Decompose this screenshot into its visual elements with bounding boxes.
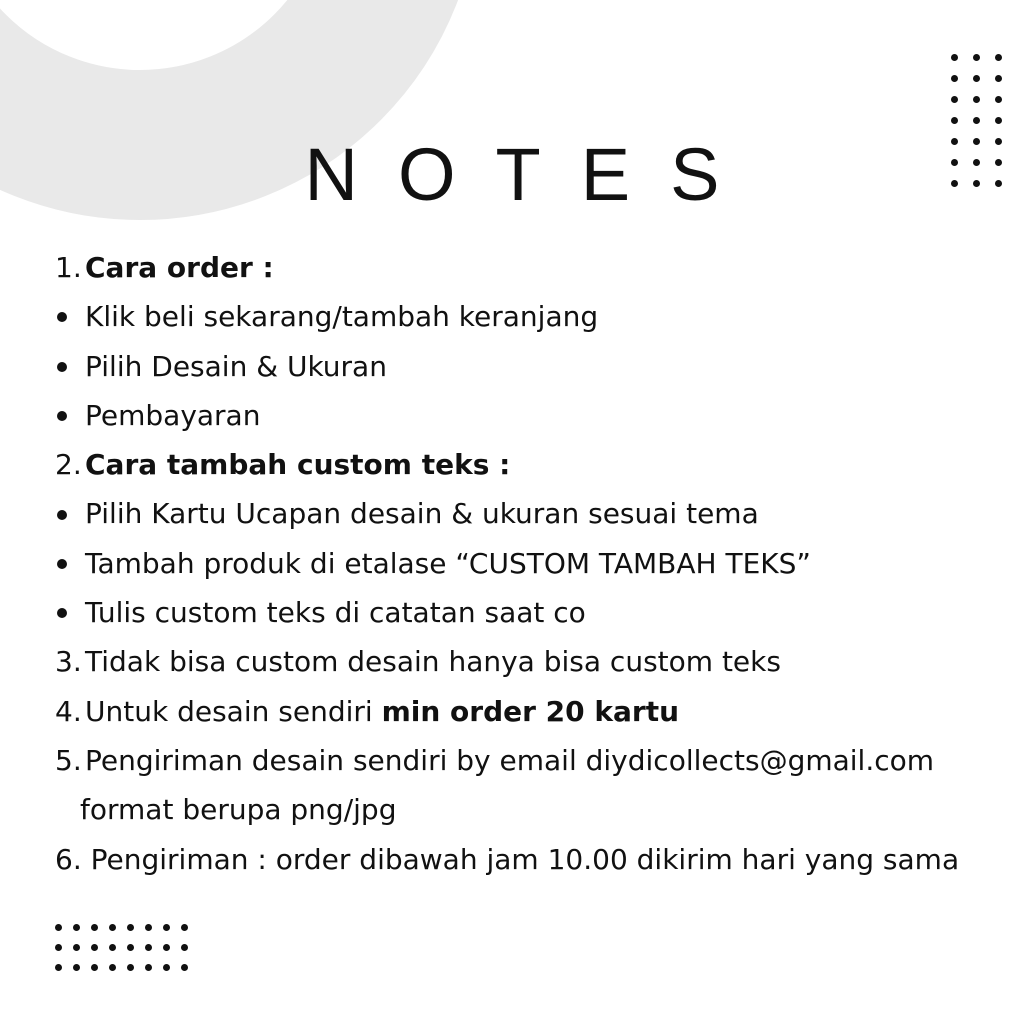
- list-number: 2.: [55, 448, 82, 482]
- bullet-icon: [55, 342, 85, 391]
- list-item-text: Pembayaran: [85, 398, 261, 432]
- list-number: 5.: [55, 743, 82, 777]
- section-heading: Cara tambah custom teks :: [85, 448, 511, 482]
- list-item: [55, 637, 1015, 686]
- list-item-text: Pilih Kartu Ucapan desain & ukuran sesuai tema: [85, 497, 759, 531]
- list-number: 3.: [55, 645, 82, 679]
- dot-pattern-bottom-left: [55, 924, 188, 971]
- list-item-text: Tambah produk di etalase “CUSTOM TAMBAH TEKS”: [85, 546, 811, 580]
- list-item: [55, 588, 1015, 637]
- list-item-text: format berupa png/jpg: [80, 793, 397, 827]
- page-title: NOTES: [304, 132, 760, 216]
- bullet-icon: [55, 391, 85, 440]
- bullet-icon: [55, 292, 85, 341]
- list-item: [55, 292, 1015, 341]
- list-item: [55, 835, 1015, 884]
- list-item-text: Pengiriman desain sendiri by email diydicollects@gmail.com: [85, 743, 935, 777]
- list-item: [55, 736, 1015, 785]
- list-item: [55, 539, 1015, 588]
- list-item: [55, 342, 1015, 391]
- list-item: [55, 243, 1015, 292]
- list-item-continuation: [55, 785, 1015, 834]
- list-item: [55, 440, 1015, 489]
- list-number: 4.: [55, 694, 82, 728]
- list-item-text: Tidak bisa custom desain hanya bisa custom teks: [85, 645, 781, 679]
- list-item-text: Pilih Desain & Ukuran: [85, 349, 387, 383]
- section-heading: Cara order :: [85, 251, 274, 284]
- list-item-text: Tulis custom teks di catatan saat co: [85, 596, 586, 630]
- list-number: 1.: [55, 251, 82, 284]
- list-number: 6.: [55, 842, 82, 876]
- bullet-icon: [55, 588, 85, 637]
- notes-list: [55, 243, 1015, 884]
- list-item-text: Untuk desain sendiri: [85, 694, 382, 728]
- list-item-text: Klik beli sekarang/tambah keranjang: [85, 300, 599, 334]
- bullet-icon: [55, 539, 85, 588]
- list-item: [55, 489, 1015, 538]
- list-item-emphasis: min order 20 kartu: [381, 694, 680, 728]
- bullet-icon: [55, 490, 85, 539]
- dot-pattern-top-right: [951, 54, 1002, 187]
- list-item-text: Pengiriman : order dibawah jam 10.00 dikirim hari yang sama: [81, 842, 960, 876]
- list-item: [55, 391, 1015, 440]
- list-item: [55, 687, 1015, 736]
